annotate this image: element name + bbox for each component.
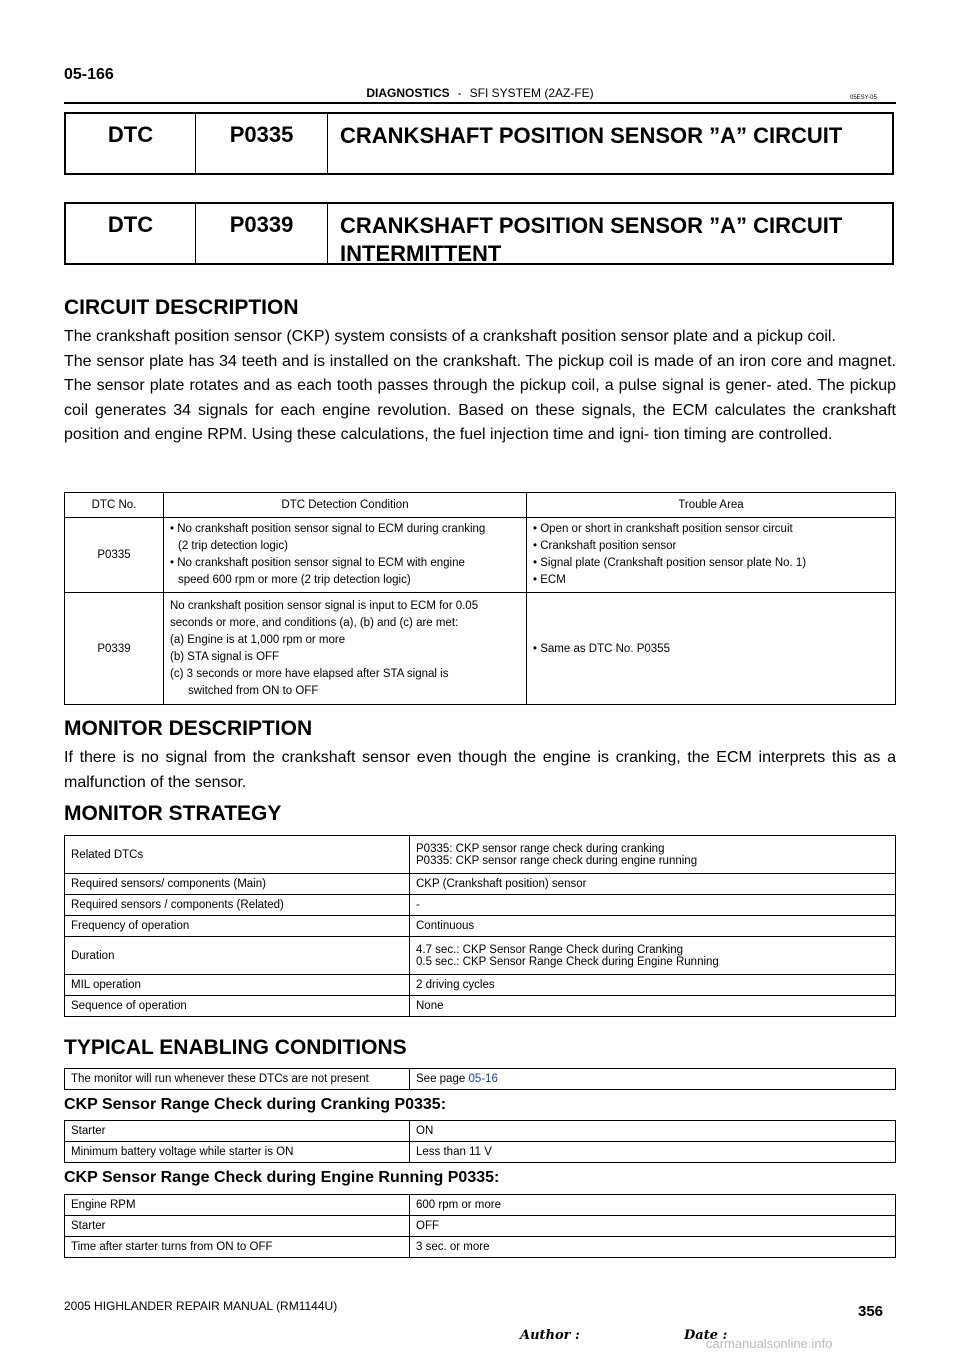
strategy-value: - xyxy=(410,895,896,916)
table-row xyxy=(65,1121,896,1142)
dtc-title: CRANKSHAFT POSITION SENSOR ”A” CIRCUIT INTERMITTENT xyxy=(340,213,843,266)
doc-code: 05ESY-05 xyxy=(850,95,877,101)
table-row xyxy=(65,996,896,1017)
column-header: DTC No. xyxy=(65,493,164,518)
strategy-key: Frequency of operation xyxy=(65,916,410,937)
strategy-value: Continuous xyxy=(410,916,896,937)
header-separator: - xyxy=(457,86,462,100)
header-divider xyxy=(64,102,896,104)
condition-value: 600 rpm or more xyxy=(410,1195,896,1216)
cranking-conditions-table xyxy=(64,1120,896,1163)
trouble-area: • Same as DTC No. P0355 xyxy=(527,593,896,705)
condition-item: • No crankshaft position sensor signal to ECM with engine speed 600 rpm or more (2 trip detection logic) xyxy=(170,557,465,586)
dtc-label: DTC xyxy=(66,204,196,263)
strategy-key: Required sensors/ components (Main) xyxy=(65,874,410,895)
paragraph: The sensor plate has 34 teeth and is installed on the crankshaft. The pickup coil is made of an iron core and magnet. The sensor plate rotates and as each tooth passes through the pickup coil, a pulse signal is gener- ated. The pickup coil generates 34 signals for each engine revolution. Based on these signals, the ECM calculates the crankshaft position and engine RPM. Using these calculations, the fuel injection time and igni- tion timing are controlled. xyxy=(64,352,896,443)
table-row xyxy=(65,1237,896,1258)
condition-key: Starter xyxy=(65,1121,410,1142)
enabling-key: The monitor will run whenever these DTCs are not present xyxy=(65,1069,410,1090)
strategy-key: Duration xyxy=(65,937,410,975)
dtc-title: CRANKSHAFT POSITION SENSOR ”A” CIRCUIT xyxy=(340,123,843,148)
page-number: 05-166 xyxy=(64,66,114,83)
header-subsection: SFI SYSTEM (2AZ-FE) xyxy=(469,86,594,100)
table-row xyxy=(65,975,896,996)
table-row xyxy=(65,895,896,916)
circuit-description-text xyxy=(64,325,896,448)
monitor-description-heading: MONITOR DESCRIPTION xyxy=(64,717,313,740)
footer-page-number: 356 xyxy=(858,1303,884,1320)
paragraph: The crankshaft position sensor (CKP) system consists of a crankshaft position sensor plate and a pickup coil. xyxy=(64,328,836,345)
dtc-table xyxy=(64,492,896,705)
column-header: DTC Detection Condition xyxy=(164,493,527,518)
table-row xyxy=(65,937,896,975)
strategy-value: 2 driving cycles xyxy=(410,975,896,996)
strategy-key: Sequence of operation xyxy=(65,996,410,1017)
area-item: • ECM xyxy=(533,574,566,586)
strategy-value: None xyxy=(410,996,896,1017)
date-label: Date : xyxy=(684,1328,728,1343)
running-header xyxy=(0,86,960,100)
dtc-number: P0339 xyxy=(65,593,164,705)
circuit-description-heading: CIRCUIT DESCRIPTION xyxy=(64,296,299,319)
trouble-area xyxy=(527,518,896,593)
page-link[interactable]: 05-16 xyxy=(468,1073,498,1085)
strategy-value: 4.7 sec.: CKP Sensor Range Check during Cranking 0.5 sec.: CKP Sensor Range Check during Engine Running xyxy=(410,937,896,975)
condition-value: ON xyxy=(410,1121,896,1142)
table-row xyxy=(65,916,896,937)
table-row xyxy=(65,1195,896,1216)
detection-condition: No crankshaft position sensor signal is input to ECM for 0.05 seconds or more, and conditions (a), (b) and (c) are met: (a) Engine is at 1,000 rpm or more (b) STA signal is OFF (c) 3 seconds or more have elapsed after STA signal is switched from ON to OFF xyxy=(164,593,527,705)
condition-key: Minimum battery voltage while starter is ON xyxy=(65,1142,410,1163)
strategy-key: Related DTCs xyxy=(65,836,410,874)
table-row xyxy=(65,1069,896,1090)
dtc-title-box-p0335 xyxy=(64,112,894,175)
strategy-key: MIL operation xyxy=(65,975,410,996)
table-row xyxy=(65,874,896,895)
condition-value: 3 sec. or more xyxy=(410,1237,896,1258)
table-row xyxy=(65,593,896,705)
dtc-title-box-p0339 xyxy=(64,202,894,265)
condition-key: Time after starter turns from ON to OFF xyxy=(65,1237,410,1258)
table-row xyxy=(65,1142,896,1163)
running-subheading: CKP Sensor Range Check during Engine Running P0335: xyxy=(64,1169,500,1186)
condition-key: Engine RPM xyxy=(65,1195,410,1216)
watermark: carmanualsonline.info xyxy=(706,1336,833,1351)
condition-key: Starter xyxy=(65,1216,410,1237)
monitor-description-text: If there is no signal from the crankshaft sensor even though the engine is cranking, the ECM interprets this as a malfunction of the sensor. xyxy=(64,749,896,791)
monitor-strategy-table xyxy=(64,835,896,1017)
strategy-value: P0335: CKP sensor range check during cranking P0335: CKP sensor range check during engine running xyxy=(410,836,896,874)
condition-item: • No crankshaft position sensor signal to ECM during cranking (2 trip detection logic) xyxy=(170,523,486,552)
strategy-key: Required sensors / components (Related) xyxy=(65,895,410,916)
manual-footer: 2005 HIGHLANDER REPAIR MANUAL (RM1144U) xyxy=(64,1299,338,1313)
running-conditions-table xyxy=(64,1194,896,1258)
cranking-subheading: CKP Sensor Range Check during Cranking P0335: xyxy=(64,1096,447,1113)
detection-condition xyxy=(164,518,527,593)
enabling-conditions-heading: TYPICAL ENABLING CONDITIONS xyxy=(64,1036,407,1059)
author-label: Author : xyxy=(520,1328,580,1343)
area-item: • Crankshaft position sensor xyxy=(533,540,677,552)
monitor-strategy-heading: MONITOR STRATEGY xyxy=(64,802,282,825)
column-header: Trouble Area xyxy=(527,493,896,518)
area-item: • Open or short in crankshaft position sensor circuit xyxy=(533,523,793,535)
strategy-value: CKP (Crankshaft position) sensor xyxy=(410,874,896,895)
enabling-conditions-table xyxy=(64,1068,896,1090)
header-section: DIAGNOSTICS xyxy=(366,86,450,100)
table-row xyxy=(65,1216,896,1237)
dtc-label: DTC xyxy=(66,114,196,173)
condition-value: OFF xyxy=(410,1216,896,1237)
dtc-code: P0339 xyxy=(196,204,328,263)
enabling-value: See page 05-16 xyxy=(410,1069,896,1090)
area-item: • Signal plate (Crankshaft position sensor plate No. 1) xyxy=(533,557,807,569)
table-header-row xyxy=(65,493,896,518)
dtc-number: P0335 xyxy=(65,518,164,593)
table-row xyxy=(65,836,896,874)
condition-value: Less than 11 V xyxy=(410,1142,896,1163)
dtc-code: P0335 xyxy=(196,114,328,173)
table-row xyxy=(65,518,896,593)
